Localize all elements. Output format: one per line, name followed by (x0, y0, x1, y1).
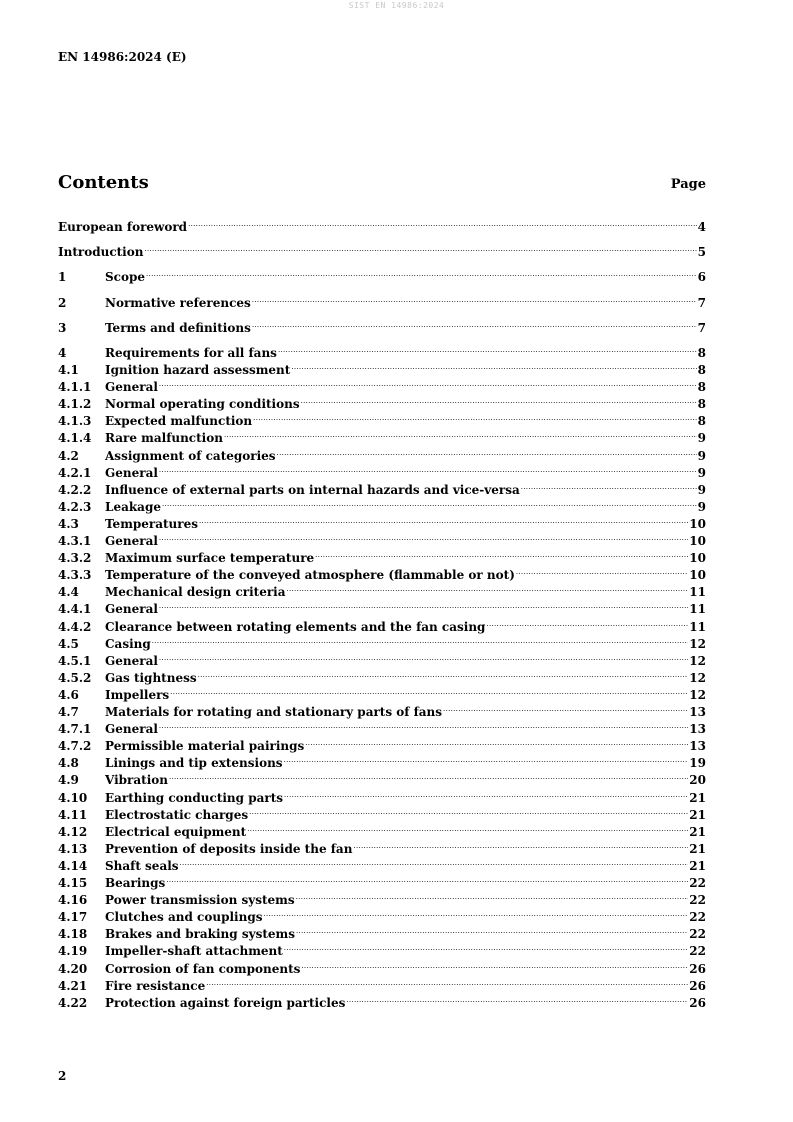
toc-entry-number: 4.21 (58, 978, 88, 993)
toc-leader-dots (521, 477, 697, 494)
toc-entry[interactable] (58, 648, 706, 668)
toc-entry[interactable] (58, 836, 706, 856)
toc-entry-title: Brakes and braking systems (105, 927, 295, 942)
toc-entry-page: 22 (689, 910, 706, 925)
toc-entry[interactable] (58, 391, 706, 412)
toc-leader-dots (159, 460, 697, 477)
toc-entry-number: 4.2.3 (58, 499, 92, 514)
toc-entry-number: 4.1.1 (58, 380, 92, 395)
toc-entry[interactable] (58, 853, 706, 873)
toc-entry-page: 22 (689, 944, 706, 959)
toc-entry-number: 4.4.2 (58, 619, 92, 634)
toc-entry[interactable] (58, 887, 706, 908)
toc-entry-page: 8 (697, 346, 706, 360)
toc-entry-title: Impellers (105, 687, 170, 702)
toc-entry-title: Assignment of categories (105, 448, 276, 463)
toc-entry-page: 12 (689, 670, 706, 685)
toc-entry-number: 4.5.2 (58, 670, 92, 685)
toc-leader-dots (159, 374, 697, 391)
toc-entry-title: Influence of external parts on internal hazards and vice-versa (105, 482, 520, 497)
toc-entry-title: Scope (105, 270, 146, 284)
toc-leader-dots (166, 870, 688, 887)
toc-leader-dots (188, 214, 697, 231)
toc-entry-title: Leakage (105, 499, 161, 514)
toc-entry-page: 9 (697, 431, 706, 446)
toc-entry[interactable] (58, 870, 706, 890)
toc-leader-dots (170, 682, 688, 699)
toc-entry-page: 21 (689, 790, 706, 805)
toc-entry[interactable] (58, 699, 706, 719)
toc-entry-number: 4.1 (58, 363, 79, 377)
document-id: EN 14986:2024 (E) (58, 50, 187, 64)
toc-entry-title: Gas tightness (105, 670, 197, 685)
toc-entry-page: 13 (689, 722, 706, 737)
toc-entry[interactable] (58, 443, 706, 463)
toc-entry-page: 21 (689, 824, 706, 839)
toc-entry-page: 9 (697, 499, 706, 514)
toc-entry-page: 21 (689, 858, 706, 873)
toc-entry-page: 13 (689, 739, 706, 754)
toc-entry-number: 4.10 (58, 790, 88, 805)
toc-entry[interactable] (58, 716, 706, 737)
toc-leader-dots (159, 648, 688, 665)
toc-entry-page: 10 (689, 568, 706, 583)
toc-leader-dots (284, 750, 689, 767)
toc-entry[interactable] (58, 956, 706, 976)
toc-entry-page: 8 (697, 363, 706, 377)
toc-entry-number: 4.18 (58, 927, 88, 942)
toc-leader-dots (249, 802, 688, 819)
toc-leader-dots (305, 733, 688, 750)
toc-leader-dots (169, 767, 688, 784)
toc-entry-page: 12 (689, 653, 706, 668)
toc-entry-number: 4.19 (58, 944, 88, 959)
toc-entry-title: Vibration (105, 773, 168, 788)
toc-entry-number: 4.7 (58, 705, 79, 719)
toc-entry[interactable] (58, 477, 706, 497)
toc-entry-title: Requirements for all fans (105, 346, 277, 360)
toc-entry-page: 7 (697, 321, 706, 335)
toc-entry-page: 22 (689, 876, 706, 890)
toc-leader-dots (159, 596, 688, 613)
toc-entry-title: Power transmission systems (105, 893, 295, 908)
toc-leader-dots (296, 887, 689, 904)
toc-entry[interactable] (58, 579, 706, 600)
toc-entry-page: 11 (689, 619, 706, 634)
toc-entry-title: Maximum surface temperature (105, 551, 315, 566)
toc-entry-page: 11 (689, 602, 706, 617)
toc-entry-title: General (105, 534, 158, 548)
toc-leader-dots (315, 545, 688, 562)
toc-entry-title: Corrosion of fan components (105, 961, 301, 976)
toc-entry-number: 4.7.1 (58, 722, 92, 737)
toc-entry[interactable] (58, 315, 706, 335)
toc-entry-page: 10 (689, 516, 706, 531)
contents-header (58, 172, 706, 200)
toc-entry-number: 4.11 (58, 807, 88, 822)
toc-entry-number: 4.1.2 (58, 397, 92, 412)
toc-entry-title: Normative references (105, 296, 251, 310)
toc-entry[interactable] (58, 214, 706, 234)
toc-entry-page: 22 (689, 927, 706, 942)
toc-entry[interactable] (58, 562, 706, 583)
toc-entry-title: General (105, 653, 158, 668)
toc-leader-dots (301, 391, 697, 408)
toc-entry-title: Temperatures (105, 516, 198, 531)
toc-entry[interactable] (58, 545, 706, 566)
toc-entry-number: 4.13 (58, 841, 88, 856)
toc-entry-title: Protection against foreign particles (105, 995, 346, 1010)
toc-leader-dots (284, 938, 689, 955)
toc-entry-number: 4.4 (58, 585, 79, 600)
toc-entry[interactable] (58, 733, 706, 754)
toc-entry[interactable] (58, 682, 706, 702)
toc-entry-page: 21 (689, 841, 706, 856)
toc-entry-title: Bearings (105, 876, 166, 890)
toc-entry[interactable] (58, 938, 706, 959)
toc-leader-dots (198, 665, 689, 682)
toc-entry-title: Clutches and couplings (105, 910, 263, 925)
toc-entry-title: Introduction (58, 245, 144, 259)
toc-leader-dots (159, 528, 688, 545)
toc-entry-number: 4 (58, 346, 67, 360)
toc-entry-page: 26 (689, 978, 706, 993)
toc-leader-dots (253, 408, 696, 425)
toc-leader-dots (162, 494, 697, 511)
toc-entry-page: 22 (689, 893, 706, 908)
toc-entry-title: Prevention of deposits inside the fan (105, 841, 353, 856)
toc-entry[interactable] (58, 425, 706, 446)
toc-entry-page: 8 (697, 414, 706, 429)
toc-entry[interactable] (58, 494, 706, 514)
toc-leader-dots (247, 819, 688, 836)
toc-entry[interactable] (58, 408, 706, 429)
toc-entry-title: Rare malfunction (105, 431, 223, 446)
toc-entry-page: 5 (697, 245, 706, 259)
toc-entry[interactable] (58, 460, 706, 480)
toc-entry-title: Normal operating conditions (105, 397, 300, 412)
toc-leader-dots (291, 357, 696, 374)
toc-leader-dots (284, 785, 688, 802)
toc-entry[interactable] (58, 665, 706, 685)
toc-leader-dots (443, 699, 688, 716)
toc-entry-title: Ignition hazard assessment (105, 363, 291, 377)
toc-entry-number: 4.6 (58, 687, 79, 702)
toc-leader-dots (206, 973, 688, 990)
toc-entry-page: 10 (689, 551, 706, 566)
toc-entry[interactable] (58, 239, 706, 259)
toc-entry-page: 11 (689, 585, 706, 600)
toc-entry-page: 9 (697, 448, 706, 463)
toc-entry-title: Materials for rotating and stationary parts of fans (105, 705, 443, 719)
toc-entry-number: 4.4.1 (58, 602, 92, 617)
toc-leader-dots (159, 716, 688, 733)
toc-entry-page: 12 (689, 687, 706, 702)
toc-entry-title: Linings and tip extensions (105, 756, 283, 771)
toc-entry[interactable] (58, 290, 706, 310)
toc-leader-dots (301, 956, 688, 973)
toc-entry[interactable] (58, 596, 706, 617)
toc-entry-number: 4.17 (58, 910, 88, 925)
toc-entry-page: 21 (689, 807, 706, 822)
toc-entry-page: 4 (697, 220, 706, 234)
toc-entry-title: Casing (105, 636, 151, 651)
toc-entry-number: 2 (58, 296, 67, 310)
toc-entry[interactable] (58, 819, 706, 839)
toc-entry-number: 4.2 (58, 448, 79, 463)
toc-entry-number: 4.1.3 (58, 414, 92, 429)
toc-entry[interactable] (58, 750, 706, 771)
toc-entry-number: 4.7.2 (58, 739, 92, 754)
toc-leader-dots (252, 290, 697, 307)
toc-entry-title: General (105, 465, 158, 480)
toc-entry[interactable] (58, 990, 706, 1010)
toc-entry-title: European foreword (58, 220, 188, 234)
toc-entry-title: Shaft seals (105, 858, 179, 873)
toc-entry-page: 13 (689, 705, 706, 719)
toc-entry-page: 19 (689, 756, 706, 771)
toc-leader-dots (278, 340, 697, 357)
toc-entry-title: General (105, 602, 158, 617)
watermark: SIST EN 14986:2024 (348, 1, 445, 10)
toc-entry[interactable] (58, 802, 706, 822)
toc-entry-number: 4.1.4 (58, 431, 92, 446)
toc-entry-number: 4.14 (58, 858, 88, 873)
toc-entry-number: 4.8 (58, 756, 79, 771)
toc-entry-title: Temperature of the conveyed atmosphere (flammable or not) (105, 568, 515, 583)
toc-entry[interactable] (58, 785, 706, 805)
toc-leader-dots (224, 425, 697, 442)
toc-entry-number: 4.3.2 (58, 551, 92, 566)
toc-entry[interactable] (58, 614, 706, 634)
toc-leader-dots (144, 239, 696, 256)
toc-entry-title: Impeller-shaft attachment (105, 944, 283, 959)
toc-entry-number: 4.2.1 (58, 465, 92, 480)
toc-entry-title: General (105, 722, 158, 737)
toc-entry[interactable] (58, 973, 706, 993)
toc-leader-dots (486, 614, 688, 631)
toc-entry-title: Expected malfunction (105, 414, 253, 429)
toc-entry-number: 4.12 (58, 824, 88, 839)
toc-entry-page: 26 (689, 995, 706, 1010)
toc-entry-page: 9 (697, 482, 706, 497)
toc-leader-dots (353, 836, 688, 853)
toc-entry-title: Clearance between rotating elements and the fan casing (105, 619, 486, 634)
toc-leader-dots (286, 579, 688, 596)
toc-entry-number: 3 (58, 321, 67, 335)
toc-entry-title: Mechanical design criteria (105, 585, 286, 600)
toc-entry-title: Fire resistance (105, 978, 206, 993)
toc-entry[interactable] (58, 511, 706, 531)
contents-title: Contents (58, 172, 149, 193)
toc-entry-title: Terms and definitions (105, 321, 251, 335)
toc-entry[interactable] (58, 904, 706, 925)
toc-leader-dots (152, 631, 689, 648)
toc-leader-dots (346, 990, 688, 1007)
toc-entry[interactable] (58, 357, 706, 377)
toc-entry-number: 4.16 (58, 893, 88, 908)
toc-entry[interactable] (58, 631, 706, 651)
toc-entry-number: 4.5 (58, 636, 79, 651)
toc-entry-number: 4.20 (58, 961, 88, 976)
page-number: 2 (58, 1069, 67, 1083)
toc-leader-dots (146, 264, 697, 281)
toc-entry-number: 4.9 (58, 773, 79, 788)
toc-entry[interactable] (58, 340, 706, 360)
toc-leader-dots (296, 921, 688, 938)
page-column-label: Page (670, 177, 706, 192)
toc-entry-page: 9 (697, 465, 706, 480)
toc-entry-title: Permissible material pairings (105, 739, 305, 754)
toc-entry-title: Electrostatic charges (105, 807, 249, 822)
toc-entry-number: 1 (58, 270, 67, 284)
toc-entry-number: 4.2.2 (58, 482, 92, 497)
toc-entry-number: 4.22 (58, 995, 88, 1010)
toc-entry[interactable] (58, 767, 706, 788)
toc-leader-dots (199, 511, 688, 528)
toc-entry-page: 20 (689, 773, 706, 788)
toc-entry-number: 4.15 (58, 876, 88, 890)
toc-entry-page: 10 (689, 534, 706, 548)
toc-entry-title: Electrical equipment (105, 824, 247, 839)
toc-entry-number: 4.3.3 (58, 568, 92, 583)
toc-entry-page: 12 (689, 636, 706, 651)
toc-entry-page: 7 (697, 296, 706, 310)
toc-leader-dots (277, 443, 697, 460)
toc-entry[interactable] (58, 264, 706, 284)
toc-entry[interactable] (58, 528, 706, 548)
toc-leader-dots (516, 562, 688, 579)
toc-entry-number: 4.5.1 (58, 653, 92, 668)
toc-leader-dots (263, 904, 688, 921)
toc-leader-dots (252, 315, 697, 332)
toc-entry-number: 4.3 (58, 516, 79, 531)
toc-entry-page: 8 (697, 397, 706, 412)
toc-entry-page: 6 (697, 270, 706, 284)
toc-entry-page: 8 (697, 380, 706, 395)
toc-leader-dots (180, 853, 689, 870)
toc-entry[interactable] (58, 921, 706, 942)
toc-entry-title: Earthing conducting parts (105, 790, 284, 805)
table-of-contents (58, 214, 706, 1014)
toc-entry-number: 4.3.1 (58, 534, 92, 548)
toc-entry-page: 26 (689, 961, 706, 976)
toc-entry-title: General (105, 380, 158, 395)
toc-entry[interactable] (58, 374, 706, 395)
